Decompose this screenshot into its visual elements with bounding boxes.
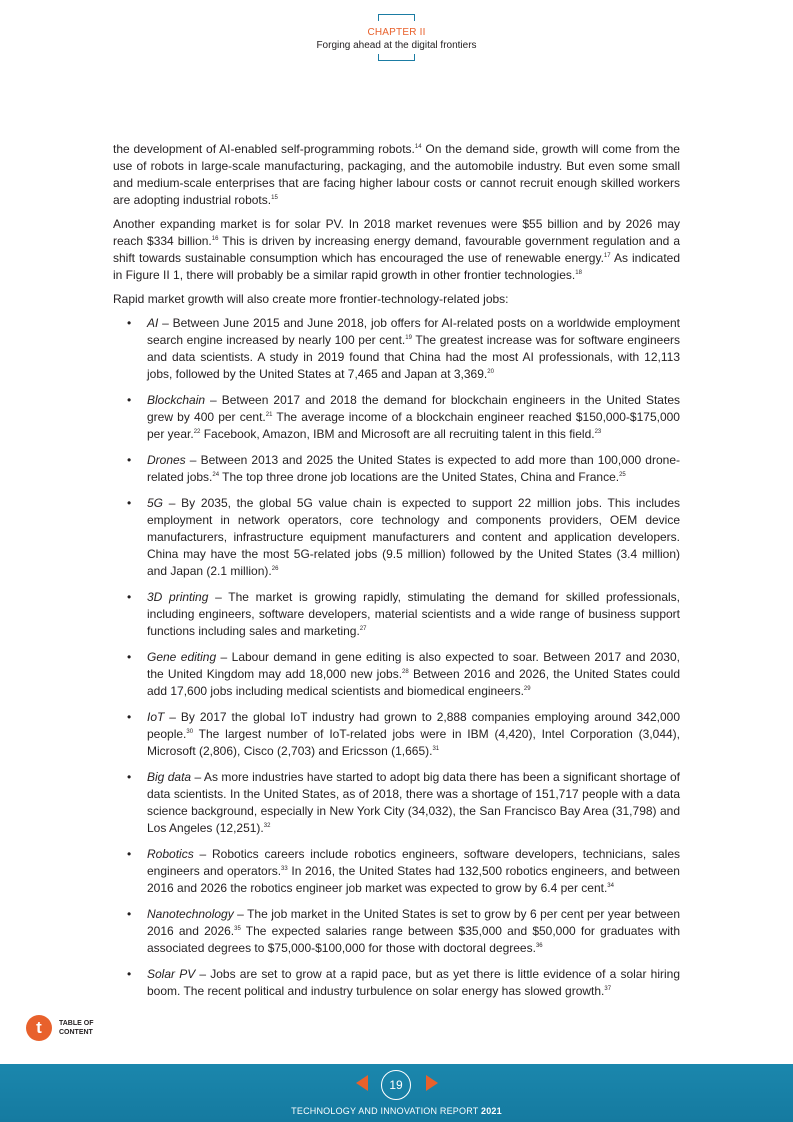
report-year: 2021 (480, 1106, 502, 1116)
bullet-term: Solar PV (147, 967, 196, 981)
page-footer (0, 1064, 793, 1122)
list-item (113, 906, 680, 957)
text-run: The expected salaries range between $35,000 and $50,000 for graduates with associated degrees to $75,000-$100,000 for those with doctoral degrees. (147, 924, 680, 955)
chapter-subtitle: Forging ahead at the digital frontiers (316, 40, 477, 51)
header-bracket-top-right-tick (414, 14, 415, 21)
bullet-icon: • (127, 590, 132, 604)
footnote-ref[interactable]: 31 (432, 746, 440, 752)
paragraph (113, 291, 680, 308)
bullet-icon: • (127, 393, 132, 407)
footnote-ref[interactable]: 26 (271, 566, 279, 572)
bullet-icon: • (127, 453, 132, 467)
footnote-ref[interactable]: 17 (603, 253, 611, 259)
footnote-ref[interactable]: 32 (263, 823, 271, 829)
text-run: – As more industries have started to adopt big data there has been a significant shortage of data scientists. In the United States, as of 2018, there was a shortage of 151,717 people with a data science background, especially in New York City (34,032), the San Francisco Bay Area (31,798) and Los Angeles (12,251). (147, 770, 680, 835)
paragraphs (113, 141, 680, 308)
bullet-term: Nanotechnology (147, 907, 234, 921)
footnote-ref[interactable]: 23 (594, 429, 602, 435)
report-title (0, 1106, 793, 1116)
list-item (113, 649, 680, 700)
footnote-ref[interactable]: 19 (405, 335, 412, 341)
text-run: – Labour demand in gene editing is also expected to soar. Between 2017 and 2030, the United Kingdom may add 18,000 new jobs. (147, 650, 680, 681)
bullet-term: 5G (147, 496, 164, 510)
bullet-term: Drones (147, 453, 186, 467)
footnote-ref[interactable]: 15 (271, 195, 278, 201)
footnote-ref[interactable]: 18 (575, 270, 582, 276)
list-item (113, 589, 680, 640)
text-run: Another expanding market is for solar PV. In 2018 market revenues were $55 billion and by 2026 may reach $334 billion. (113, 217, 680, 248)
footnote-ref[interactable]: 33 (281, 866, 288, 872)
paragraph (113, 141, 680, 209)
footnote-ref[interactable]: 21 (265, 412, 273, 418)
text-run: – Between 2017 and 2018 the demand for blockchain engineers in the United States grew by 400 per cent. (147, 393, 680, 424)
footnote-ref[interactable]: 28 (402, 669, 409, 675)
toc-logo-icon: t (26, 1015, 52, 1041)
text-run: As indicated in Figure II 1, there will probably be a similar rapid growth in other frontier technologies. (113, 251, 681, 282)
text-run: Facebook, Amazon, IBM and Microsoft are all recruiting talent in this field. (200, 427, 595, 441)
list-item (113, 392, 680, 443)
toc-label-line1: TABLE OF (59, 1020, 94, 1027)
text-run: – By 2035, the global 5G value chain is expected to support 22 million jobs. This includes employment in network operators, core technology and components providers, OEM device manufacturers, infrastructure equipment manufacturers and content and application developers. China may have the most 5G-related jobs (9.5 million) followed by the United States (3.4 million) and Japan (2.1 million). (147, 496, 680, 578)
text-run: The greatest increase was for software engineers and data scientists. A study in 2019 found that China had the most AI professionals, with 12,113 jobs, followed by the United States at 7,465 and Japan at 3,369. (147, 333, 680, 381)
bullet-icon: • (127, 967, 132, 981)
text-run: The largest number of IoT-related jobs were in IBM (4,420), Intel Corporation (3,044), Microsoft (2,806), Cisco (2,703) and Ericsson (1,665). (147, 727, 680, 758)
text-run: The average income of a blockchain engineer reached $150,000-$175,000 per year. (147, 410, 680, 441)
bullet-term: Robotics (147, 847, 194, 861)
footnote-ref[interactable]: 14 (414, 144, 422, 150)
footnote-ref[interactable]: 25 (619, 472, 626, 478)
bullet-term: IoT (147, 710, 165, 724)
bullet-icon: • (127, 650, 132, 664)
list-item (113, 966, 680, 1000)
bullet-term: 3D printing (147, 590, 209, 604)
bullet-term: Big data (147, 770, 192, 784)
footnote-ref[interactable]: 35 (234, 926, 241, 932)
footnote-ref[interactable]: 20 (487, 369, 494, 375)
bullet-icon: • (127, 907, 132, 921)
page-number: 19 (381, 1070, 411, 1100)
footnote-ref[interactable]: 34 (607, 883, 614, 889)
list-item (113, 452, 680, 486)
bullet-term: Blockchain (147, 393, 206, 407)
footnote-ref[interactable]: 24 (212, 472, 220, 478)
header-bracket-bottom-left-tick (378, 54, 379, 61)
header-bracket-top-left-tick (378, 14, 379, 21)
text-run: The top three drone job locations are the United States, China and France. (219, 470, 620, 484)
text-run: Between 2016 and 2026, the United States could add 17,600 jobs including medical scientists and biomedical engineers. (147, 667, 680, 698)
footnote-ref[interactable]: 37 (604, 986, 612, 992)
chapter-label: CHAPTER II (367, 27, 426, 38)
list-item (113, 846, 680, 897)
report-title-text: TECHNOLOGY AND INNOVATION REPORT (291, 1106, 479, 1116)
text-run: On the demand side, growth will come from the use of robots in large-scale manufacturing, packaging, and the automobile industry. But even some small and medium-scale enterprises that are facing higher labour costs or cannot recruit enough skilled workers are adopting industrial robots. (113, 142, 680, 207)
text-run: – Between 2013 and 2025 the United States is expected to add more than 100,000 drone-related jobs. (147, 453, 680, 484)
header-bracket-bottom-right-tick (414, 54, 415, 61)
body-text (113, 141, 680, 1009)
toc-label (59, 1019, 119, 1037)
text-run: This is driven by increasing energy demand, favourable government regulation and a shift towards sustainable consumption which has encouraged the use of renewable energy. (113, 234, 680, 265)
bullet-icon: • (127, 496, 132, 510)
footnote-ref[interactable]: 30 (186, 729, 194, 735)
bullet-icon: • (127, 316, 132, 330)
text-run: – The market is growing rapidly, stimulating the demand for skilled professionals, including engineers, software developers, material scientists and a wide range of business support functions including sales and marketing. (147, 590, 680, 638)
footnote-ref[interactable]: 27 (359, 626, 367, 632)
table-of-content-button[interactable] (26, 1014, 136, 1044)
footnote-ref[interactable]: 16 (211, 236, 219, 242)
text-run: – The job market in the United States is set to grow by 6 per cent per year between 2016 and 2026. (147, 907, 680, 938)
text-run: – By 2017 the global IoT industry had grown to 2,888 companies employing around 342,000 people. (147, 710, 680, 741)
previous-page-icon[interactable] (356, 1075, 368, 1091)
jobs-bullet-list (113, 315, 680, 1000)
header-bracket-top (378, 14, 415, 15)
footnote-ref[interactable]: 29 (523, 686, 531, 692)
bullet-term: Gene editing (147, 650, 217, 664)
text-run: the development of AI-enabled self-programming robots. (113, 142, 415, 156)
footnote-ref[interactable]: 36 (535, 943, 543, 949)
bullet-term: AI (147, 316, 159, 330)
paragraph (113, 216, 680, 284)
footnote-ref[interactable]: 22 (193, 429, 201, 435)
list-item (113, 769, 680, 837)
next-page-icon[interactable] (426, 1075, 438, 1091)
text-run: In 2016, the United States had 132,500 robotics engineers, and between 2016 and 2026 the robotics engineer job market was expected to grow by 6.4 per cent. (147, 864, 680, 895)
list-item (113, 495, 680, 580)
text-run: – Between June 2015 and June 2018, job offers for AI-related posts on a worldwide employment search engine increased by nearly 100 per cent. (147, 316, 680, 347)
toc-label-line2: CONTENT (59, 1029, 93, 1036)
list-item (113, 315, 680, 383)
text-run: – Jobs are set to grow at a rapid pace, but as yet there is little evidence of a solar hiring boom. The recent political and industry turbulence on solar energy has slowed growth. (147, 967, 681, 998)
text-run: Rapid market growth will also create more frontier-technology-related jobs: (113, 292, 509, 306)
list-item (113, 709, 680, 760)
bullet-icon: • (127, 770, 132, 784)
bullet-icon: • (127, 710, 132, 724)
text-run: – Robotics careers include robotics engineers, software developers, technicians, sales engineers and operators. (147, 847, 680, 878)
header-bracket-bottom (378, 60, 415, 61)
bullet-icon: • (127, 847, 132, 861)
